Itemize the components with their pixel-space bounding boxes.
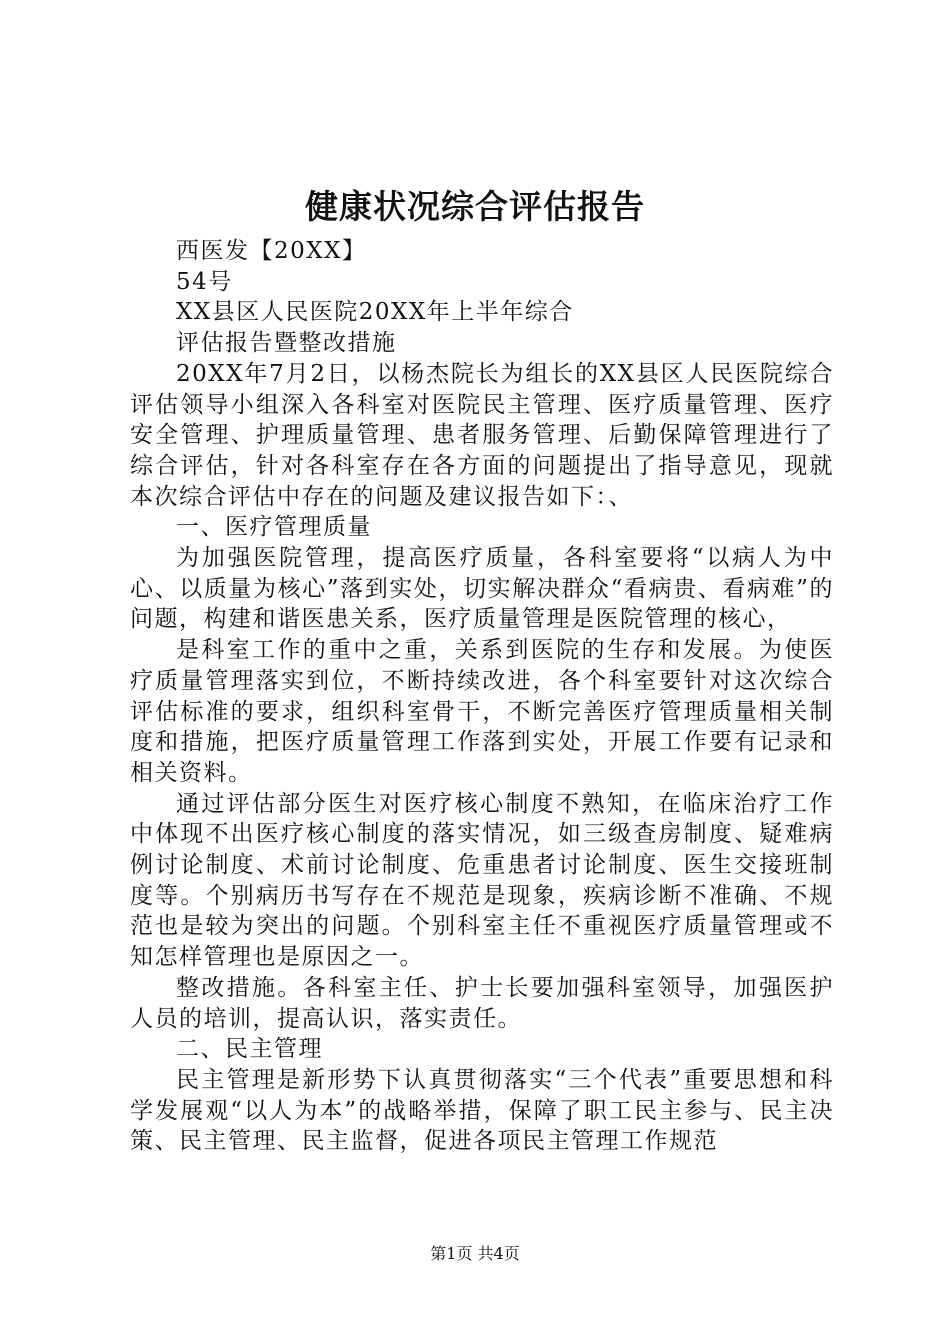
subtitle-line-2: 评估报告暨整改措施 xyxy=(176,330,397,357)
section-heading-2: 二、民主管理 xyxy=(176,1036,323,1063)
doc-number-suffix: 54号 xyxy=(176,268,233,295)
paragraph: 通过评估部分医生对医疗核心制度不熟知，在临床治疗工作中体现不出医疗核心制度的落实情况，如三级查房制度、疑难病例讨论制度、术前讨论制度、危重患者讨论制度、医生交接班制度等。个别病历书写存在不规范是现象，疾病诊断不准确、不规范也是较为突出的问题。个别科室主任不重视医疗质量管理或不知怎样管理也是原因之一。 xyxy=(130,790,834,971)
document-body xyxy=(130,236,834,1157)
doc-number-line: 西医发【20XX】 xyxy=(176,238,367,264)
intro-paragraph: 20XX年7月2日，以杨杰院长为组长的XX县区人民医院综合评估领导小组深入各科室对医院民主管理、医疗质量管理、医疗安全管理、护理质量管理、患者服务管理、后勤保障管理进行了综合评估，针对各科室存在各方面的问题提出了指导意见，现就本次综合评估中存在的问题及建议报告如下：、 xyxy=(130,360,834,510)
page-footer: 第1页 共4页 xyxy=(430,1244,520,1263)
section-heading-1: 一、医疗管理质量 xyxy=(176,514,372,541)
paragraph: 是科室工作的重中之重，关系到医院的生存和发展。为使医疗质量管理落实到位，不断持续改进，各个科室要针对这次综合评估标准的要求，组织科室骨干，不断完善医疗管理质量相关制度和措施，把医疗质量管理工作落到实处，开展工作要有记录和相关资料。 xyxy=(130,637,834,786)
subtitle-line-1: XX县区人民医院20XX年上半年综合 xyxy=(176,299,574,326)
paragraph: 为加强医院管理，提高医疗质量，各科室要将“以病人为中心、以质量为核心”落到实处，切实解决群众“看病贵、看病难”的问题，构建和谐医患关系，医疗质量管理是医院管理的核心， xyxy=(130,545,834,633)
paragraph: 整改措施。各科室主任、护士长要加强科室领导，加强医护人员的培训，提高认识，落实责任。 xyxy=(130,974,834,1032)
document-title: 健康状况综合评估报告 xyxy=(305,187,645,226)
paragraph: 民主管理是新形势下认真贯彻落实“三个代表”重要思想和科学发展观“以人为本”的战略举措，保障了职工民主参与、民主决策、民主管理、民主监督，促进各项民主管理工作规范 xyxy=(130,1066,834,1155)
